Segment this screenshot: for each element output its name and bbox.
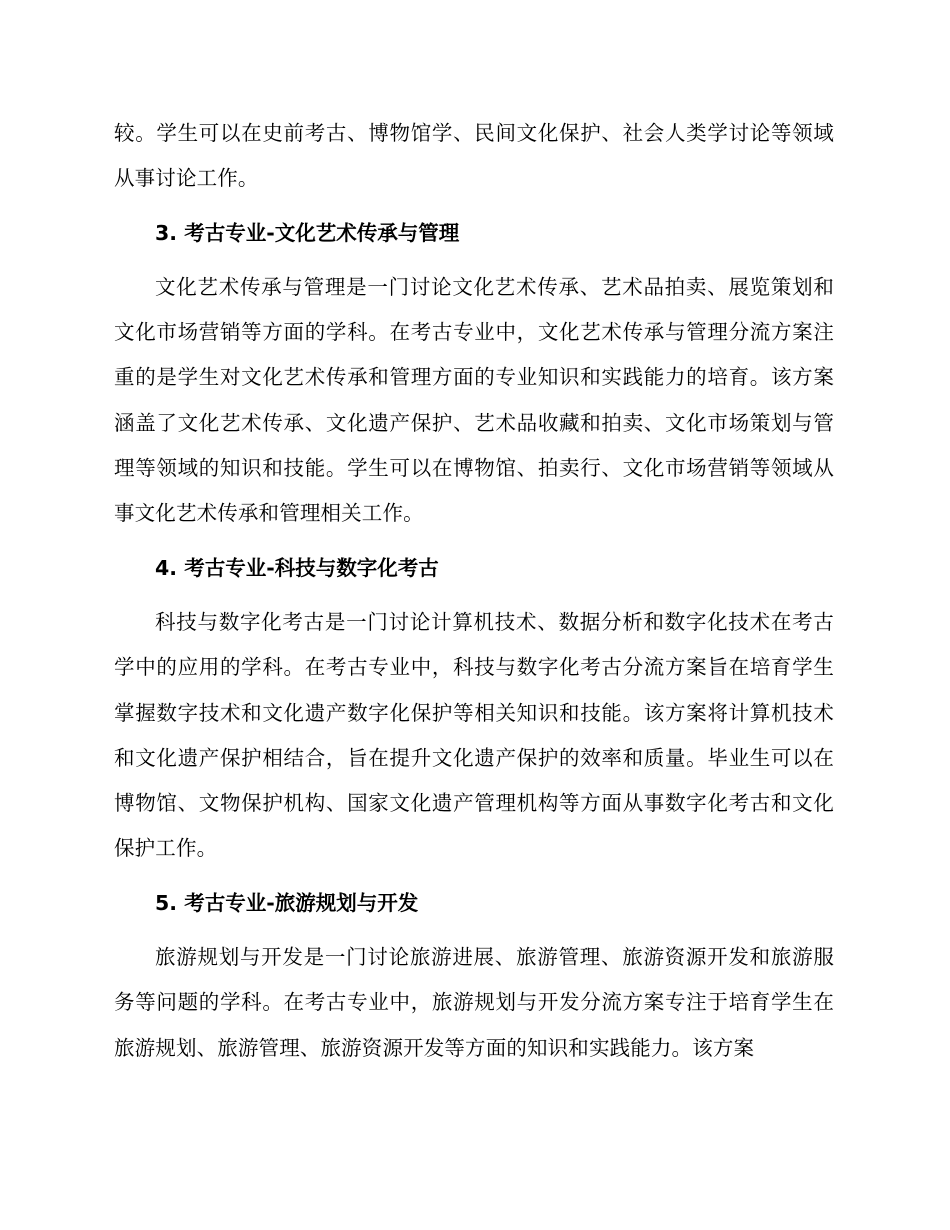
document-content <box>114 111 834 1071</box>
section-heading-5: 5. 考古专业-旅游规划与开发 <box>155 890 419 915</box>
section-body-4: 科技与数字化考古是一门讨论计算机技术、数据分析和数字化技术在考古学中的应用的学科。在考古专业中，科技与数字化考古分流方案旨在培育学生掌握数字技术和文化遗产数字化保护等相关知识和技能。该方案将计算机技术和文化遗产保护相结合，旨在提升文化遗产保护的效率和质量。毕业生可以在博物馆、文物保护机构、国家文化遗产管理机构等方面从事数字化考古和文化保护工作。 <box>114 609 834 861</box>
section-body-5: 旅游规划与开发是一门讨论旅游进展、旅游管理、旅游资源开发和旅游服务等问题的学科。在考古专业中，旅游规划与开发分流方案专注于培育学生在旅游规划、旅游管理、旅游资源开发等方面的知识和实践能力。该方案 <box>114 945 834 1060</box>
section-heading-4: 4. 考古专业-科技与数字化考古 <box>155 555 439 580</box>
intro-paragraph: 较。学生可以在史前考古、博物馆学、民间文化保护、社会人类学讨论等领域从事讨论工作。 <box>114 121 834 191</box>
section-heading-3: 3. 考古专业-文化艺术传承与管理 <box>155 220 460 245</box>
section-body-3: 文化艺术传承与管理是一门讨论文化艺术传承、艺术品拍卖、展览策划和文化市场营销等方面的学科。在考古专业中，文化艺术传承与管理分流方案注重的是学生对文化艺术传承和管理方面的专业知识和实践能力的培育。该方案涵盖了文化艺术传承、文化遗产保护、艺术品收藏和拍卖、文化市场策划与管理等领域的知识和技能。学生可以在博物馆、拍卖行、文化市场营销等领域从事文化艺术传承和管理相关工作。 <box>114 274 834 526</box>
